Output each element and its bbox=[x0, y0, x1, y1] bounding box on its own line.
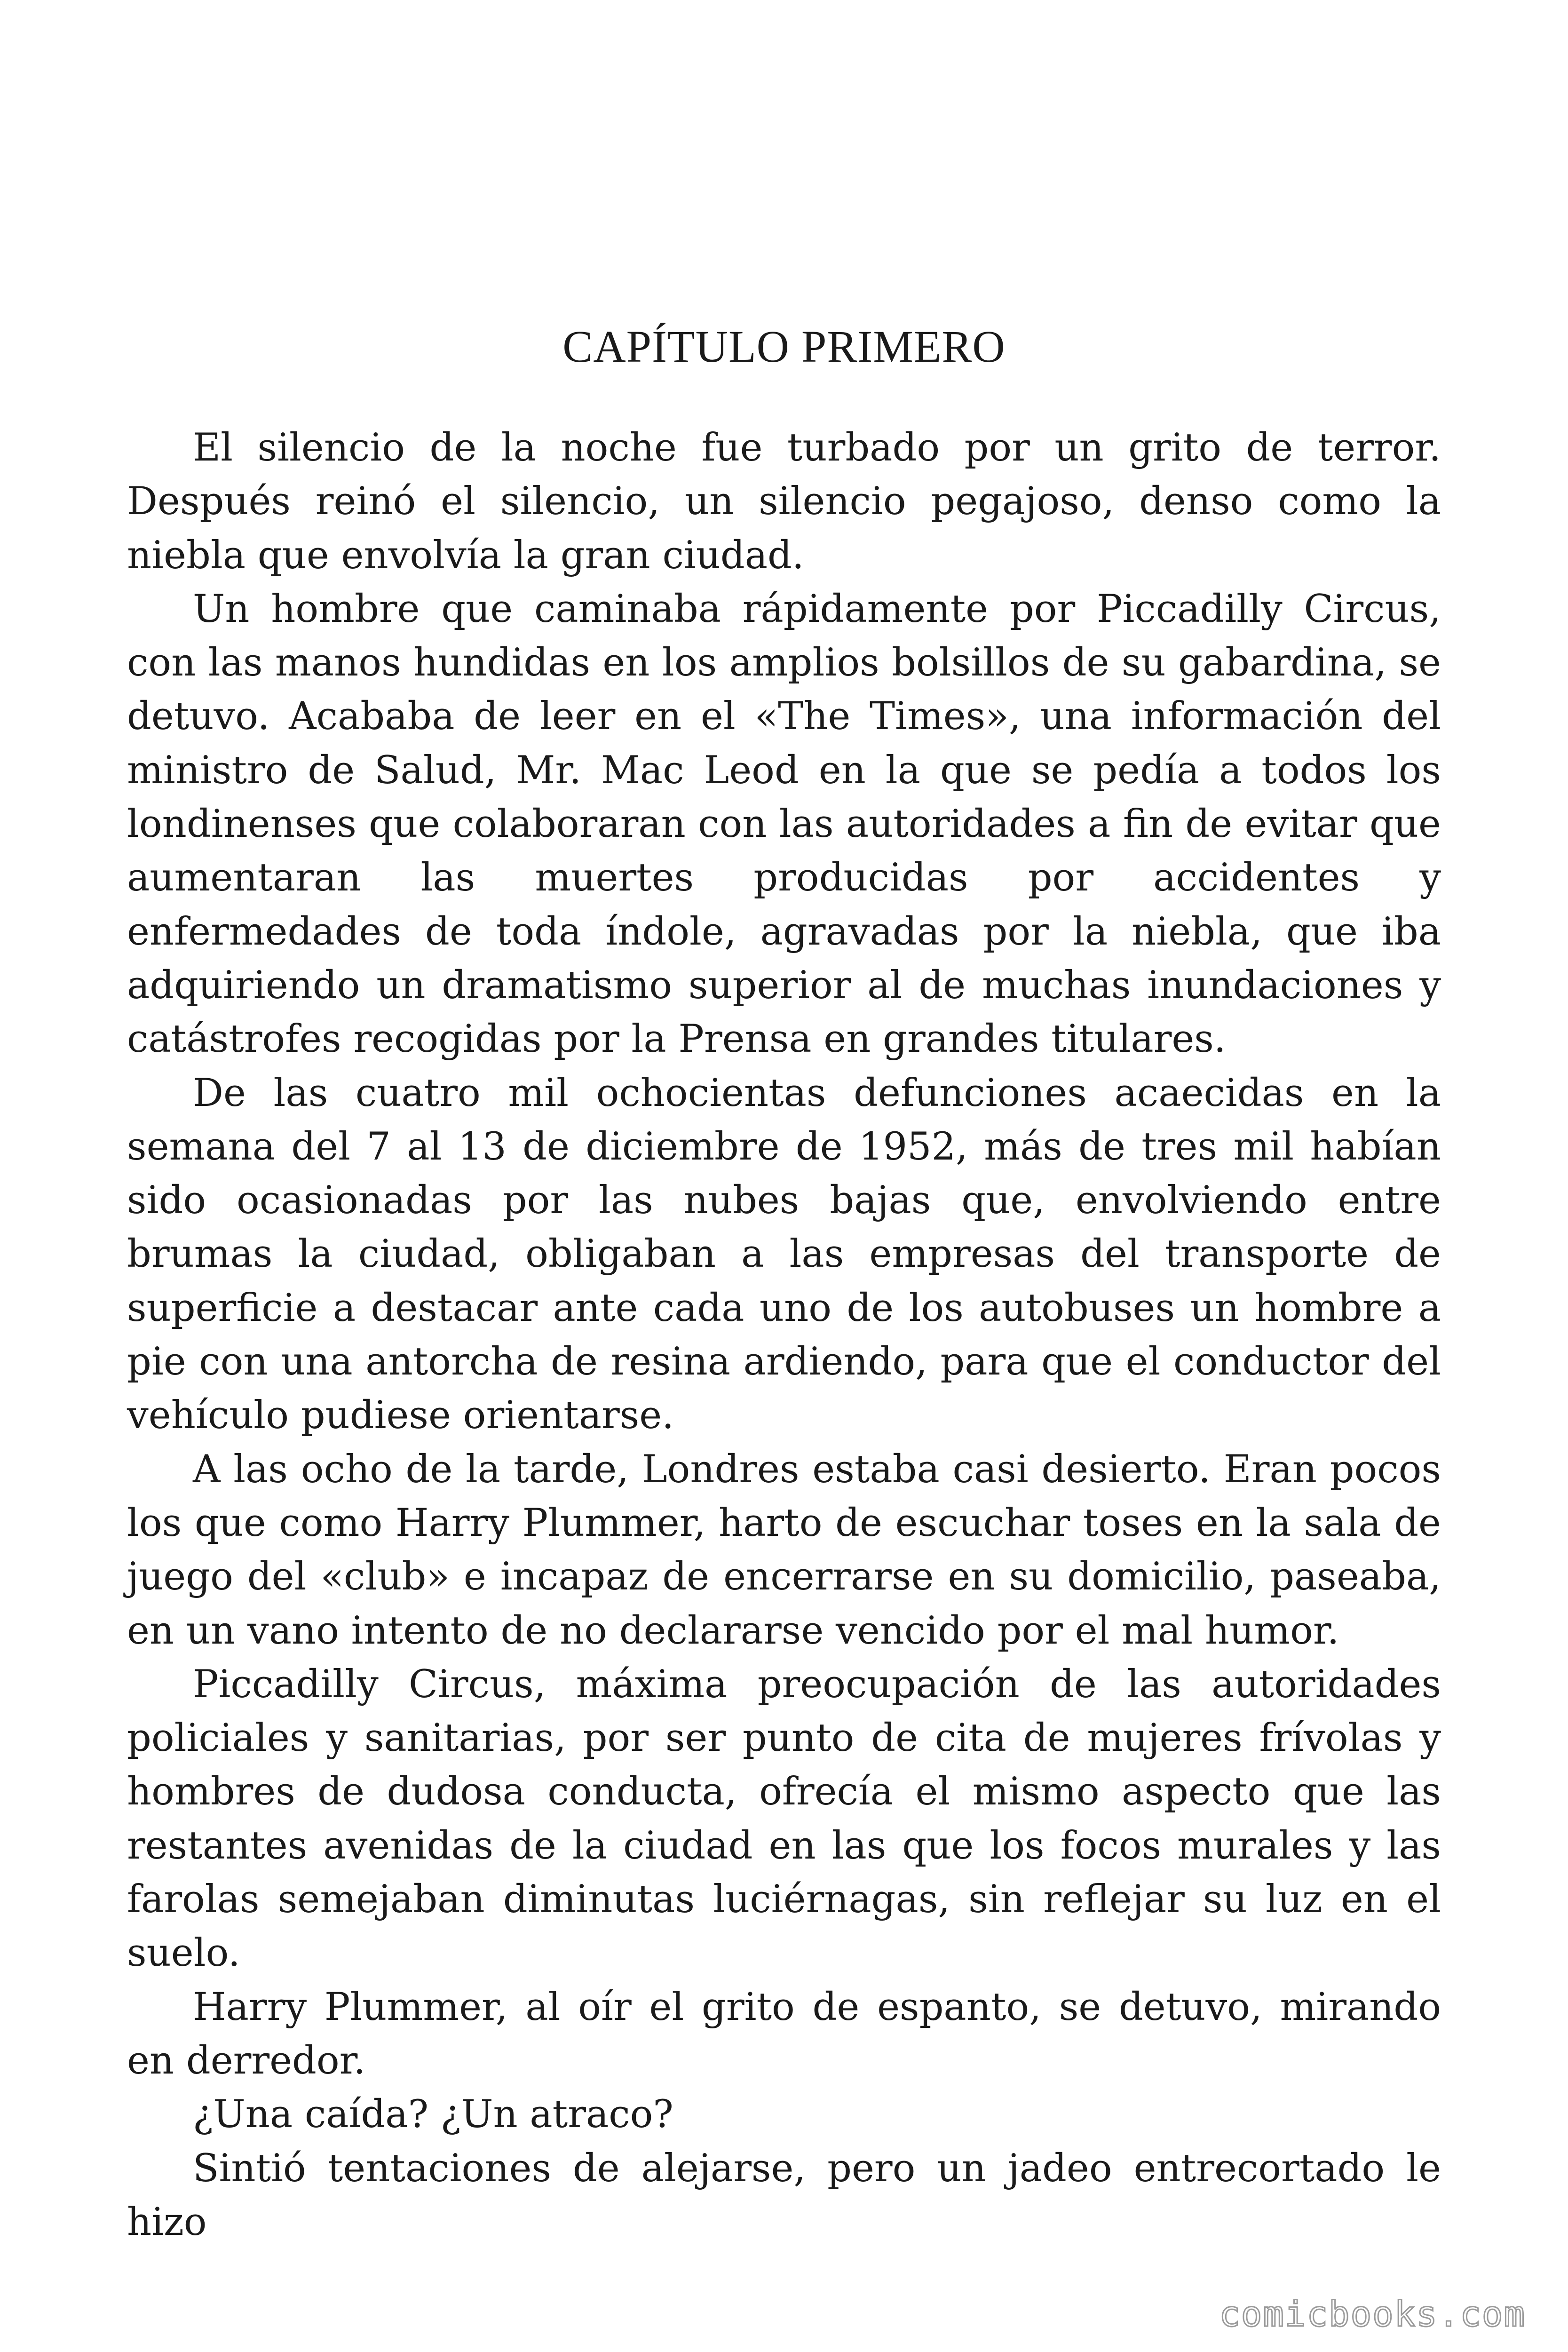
watermark: comicbooks.com bbox=[1219, 2294, 1526, 2335]
chapter-body bbox=[127, 421, 1441, 2249]
paragraph-5: Piccadilly Circus, máxima preocupación de las autoridades policiales y sanitarias, por ser punto de cita de mujeres frívolas y hombres de dudosa conducta, ofrecía el mismo aspecto que las restantes avenidas de la ciudad en las que los focos murales y las farolas semejaban diminutas luciérnagas, sin reflejar su luz en el suelo. bbox=[127, 1662, 1441, 1976]
paragraph-6: Harry Plummer, al oír el grito de espanto, se detuvo, mirando en derredor. bbox=[127, 1985, 1441, 2083]
paragraph-8: Sintió tentaciones de alejarse, pero un jadeo entrecortado le hizo bbox=[127, 2146, 1441, 2244]
paragraph-1: El silencio de la noche fue turbado por un grito de terror. Después reinó el silencio, un silencio pegajoso, denso como la niebla que envolvía la gran ciudad. bbox=[127, 426, 1441, 578]
paragraph-4: A las ocho de la tarde, Londres estaba casi desierto. Eran pocos los que como Harry Plummer, harto de escuchar toses en la sala de juego del «club» e incapaz de encerrarse en su domicilio, paseaba, en un vano intento de no declararse vencido por el mal humor. bbox=[127, 1447, 1441, 1653]
paragraph-2: Un hombre que caminaba rápidamente por Piccadilly Circus, con las manos hundidas en los amplios bolsillos de su gabardina, se detuvo. Acababa de leer en el «The Times», una información del ministro de Salud, Mr. Mac Leod en la que se pedía a todos los londinenses que colaboraran con las autoridades a fin de evitar que aumentaran las muertes producidas por accidentes y enfermedades de toda índole, agravadas por la niebla, que iba adquiriendo un dramatismo superior al de muchas inundaciones y catástrofes recogidas por la Prensa en grandes titulares. bbox=[127, 587, 1441, 1062]
paragraph-7: ¿Una caída? ¿Un atraco? bbox=[193, 2092, 673, 2137]
chapter-title: CAPÍTULO PRIMERO bbox=[562, 321, 1006, 372]
paragraph-3: De las cuatro mil ochocientas defunciones acaecidas en la semana del 7 al 13 de diciembre de 1952, más de tres mil habían sido ocasionadas por las nubes bajas que, envolviendo entre brumas la ciudad, obligaban a las empresas del transporte de superficie a destacar ante cada uno de los autobuses un hombre a pie con una antorcha de resina ardiendo, para que el conductor del vehículo pudiese orientarse. bbox=[127, 1071, 1441, 1438]
